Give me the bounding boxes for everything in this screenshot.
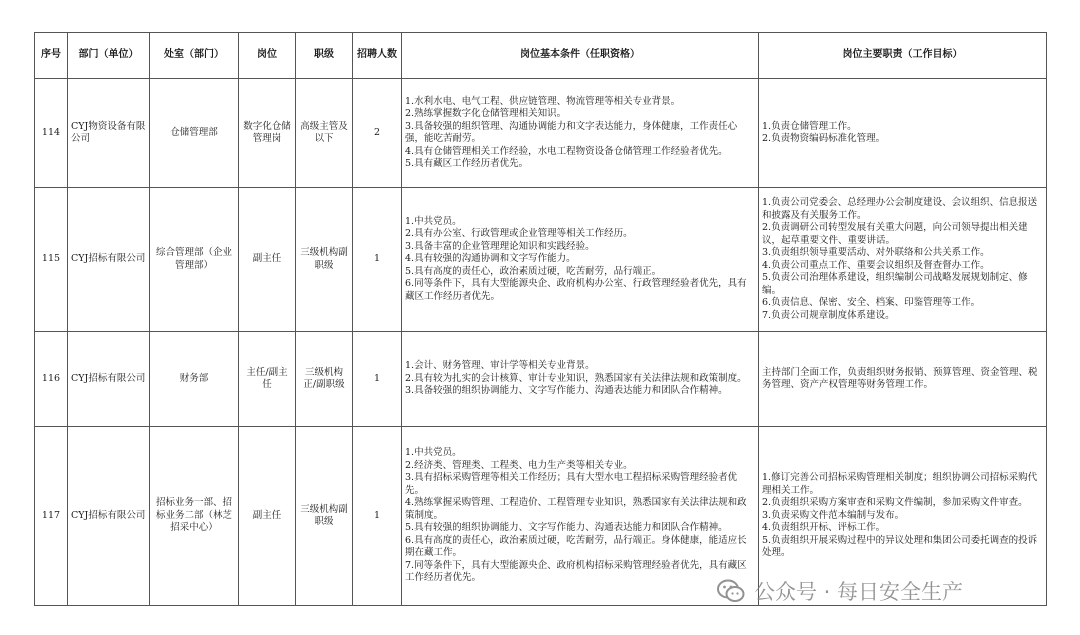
cell-duties [759,332,1047,427]
duty-item: 3.负责采购文件范本编制与发布。 [762,509,905,521]
cell-post: 主任/副主任 [239,332,296,427]
col-header-post: 岗位 [239,33,296,79]
requirement-item: 7.同等条件下，具有大型能源央企、政府机构招标采购管理经验者优先，具有藏区工作经历者优先。 [405,559,747,584]
recruitment-table [34,32,1047,606]
table-row [35,79,1047,188]
duty-item: 2.负责调研公司转型发展有关重大问题，向公司领导提出相关建议，起草重要文件、重要讲话。 [762,222,1028,246]
cell-rank: 三级机构正/副职级 [296,332,353,427]
duty-item: 7.负责公司规章制度体系建设。 [762,309,895,321]
col-header-office: 处室（部门） [150,33,239,79]
duty-item: 1.负责公司党委会、总经理办公会制度建设、会议组织、信息报送和披露及有关服务工作。 [762,197,1038,221]
header-row [35,33,1047,79]
col-header-dept: 部门（单位） [68,33,150,79]
duty-item: 2.负责组织采购方案审查和采购文件编制，参加采购文件审查。 [762,497,1028,509]
requirement-item: 2.经济类、管理类、工程类、电力生产类等相关专业。 [405,459,633,471]
cell-dept: CYJ招标有限公司 [68,427,150,606]
cell-office: 招标业务一部、招标业务二部（林芝招采中心） [150,427,239,606]
requirement-item: 1.中共党员。 [405,215,462,227]
col-header-requirements: 岗位基本条件（任职资格） [402,33,759,79]
requirement-item: 1.会计、财务管理、审计学等相关专业背景。 [405,360,595,372]
requirement-item: 6.具有高度的责任心，政治素质过硬，吃苦耐劳，品行端正。身体健康，能适应长期在藏工作。 [405,534,747,559]
duty-item: 6.负责信息、保密、安全、档案、印鉴管理等工作。 [762,297,981,308]
cell-count: 2 [353,79,402,188]
cell-duties [759,188,1047,332]
requirement-item: 3.具有招标采购管理等相关工作经历；具有大型水电工程招标采购管理经验者优先。 [405,472,738,496]
duty-item: 5.负责组织开展采购过程中的异议处理和集团公司委托调查的投诉处理。 [762,534,1038,559]
cell-post: 数字化仓储管理岗 [239,79,296,188]
cell-dept: CYJ物资设备有限公司 [68,79,150,188]
watermark-text: 公众号 · 每日安全生产 [754,580,964,604]
requirement-item: 4.具有较强的沟通协调和文字写作能力。 [405,253,576,265]
requirement-item: 1.水利水电、电气工程、供应链管理、物流管理等相关专业背景。 [405,95,681,107]
cell-requirements [402,79,759,188]
col-header-rank: 职级 [296,33,353,79]
cell-no: 115 [35,188,68,332]
requirement-item: 4.具有仓储管理相关工作经验，水电工程物资设备仓储管理工作经验者优先。 [405,145,728,157]
cell-requirements [402,427,759,606]
cell-rank: 三级机构副职级 [296,188,353,332]
requirement-item: 4.熟练掌握采购管理、工程造价、工程管理专业知识，熟悉国家有关法律法规和政策制度。 [405,497,747,521]
requirement-item: 2.具有较为扎实的会计核算、审计专业知识，熟悉国家有关法律法规和政策制度。 [405,372,747,384]
cell-count: 1 [353,332,402,427]
duty-item: 1.修订完善公司招标采购管理相关制度；组织协调公司招标采购代理相关工作。 [762,472,1038,496]
requirement-item: 6.同等条件下，具有大型能源央企、政府机构办公室、行政管理经验者优先，具有藏区工作经历者优先。 [405,278,747,302]
cell-requirements [402,332,759,427]
col-header-duties: 岗位主要职责（工作目标） [759,33,1047,79]
cell-post: 副主任 [239,427,296,606]
duty-item: 5.负责公司治理体系建设，组织编制公司战略发展规划制定、修编。 [762,272,1028,296]
duty-item: 4.负责组织开标、评标工作。 [762,522,886,534]
col-header-count: 招聘人数 [353,33,402,79]
duty-item: 4.负责公司重点工作、重要会议组织及督查督办工作。 [762,259,990,271]
cell-duties [759,79,1047,188]
duty-item: 2.负责物资编码标准化管理。 [762,133,886,144]
duty-item: 1.负责仓储管理工作。 [762,120,857,132]
watermark [716,576,963,606]
cell-count: 1 [353,188,402,332]
requirement-item: 5.具有高度的责任心，政治素质过硬，吃苦耐劳，品行端正。 [405,265,662,277]
requirement-item: 2.具有办公室、行政管理或企业管理等相关工作经历。 [405,228,633,240]
cell-office: 综合管理部（企业管理部） [150,188,239,332]
cell-rank: 三级机构副职级 [296,427,353,606]
duty-item: 主持部门全面工作，负责组织财务报销、预算管理、资金管理、税务管理、资产产权管理等财务管理工作。 [762,366,1038,390]
requirement-item: 3.具备丰富的企业管理理论知识和实践经验。 [405,240,595,252]
wechat-icon [716,578,746,604]
duty-item: 3.负责组织领导重要活动、对外联络和公共关系工作。 [762,247,990,258]
cell-office: 财务部 [150,332,239,427]
cell-count: 1 [353,427,402,606]
cell-dept: CYJ招标有限公司 [68,332,150,427]
requirement-item: 5.具有藏区工作经历者优先。 [405,158,529,169]
cell-office: 仓储管理部 [150,79,239,188]
cell-no: 117 [35,427,68,606]
requirement-item: 5.具有较强的组织协调能力、文字写作能力、沟通表达能力和团队合作精神。 [405,522,728,534]
cell-dept: CYJ招标有限公司 [68,188,150,332]
cell-rank: 高级主管及以下 [296,79,353,188]
requirement-item: 2.熟练掌握数字化仓储管理相关知识。 [405,108,567,119]
table-row [35,188,1047,332]
requirement-item: 1.中共党员。 [405,447,462,459]
cell-no: 116 [35,332,68,427]
cell-requirements [402,188,759,332]
cell-no: 114 [35,79,68,188]
requirement-item: 3.具备较强的组织管理、沟通协调能力和文字表达能力，身体健康，工作责任心强，能吃苦耐劳。 [405,120,738,144]
cell-post: 副主任 [239,188,296,332]
col-header-no: 序号 [35,33,68,79]
requirement-item: 3.具备较强的组织协调能力、文字写作能力、沟通表达能力和团队合作精神。 [405,385,728,397]
table-row [35,332,1047,427]
